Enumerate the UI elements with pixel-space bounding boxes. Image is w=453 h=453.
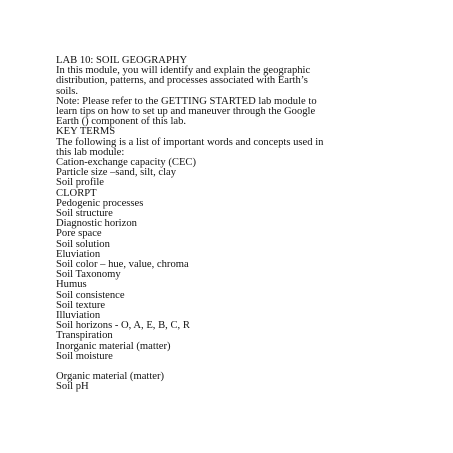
document-title: LAB 10: SOIL GEOGRAPHY xyxy=(56,55,188,66)
term-list-item: Organic material (matter) xyxy=(56,371,165,383)
key-terms-intro-line-2: this lab module: xyxy=(56,146,125,158)
term-list-item: Particle size –sand, silt, clay xyxy=(56,167,177,179)
term-list-item: Soil texture xyxy=(56,299,106,311)
term-list-item: Soil profile xyxy=(56,177,104,189)
note-line-2: learn tips on how to set up and maneuver through the Google xyxy=(56,106,316,118)
term-list-item: Eluviation xyxy=(56,248,101,260)
intro-line-2: distribution, patterns, and processes associated with Earth’s xyxy=(56,75,308,87)
term-list-item: Soil color – hue, value, chroma xyxy=(56,259,189,271)
document-page xyxy=(56,56,416,393)
term-list-item: Soil consistence xyxy=(56,289,125,301)
term-list-item: Soil horizons - O, A, E, B, C, R xyxy=(56,320,190,332)
term-list-item: Pedogenic processes xyxy=(56,197,144,209)
key-terms-intro-line-1: The following is a list of important words and concepts used in xyxy=(56,136,324,148)
term-list-item: Soil pH xyxy=(56,381,89,393)
term-list-item: Soil moisture xyxy=(56,350,113,362)
note-line-1: Note: Please refer to the GETTING STARTED lab module to xyxy=(56,95,317,107)
term-list-item: Transpiration xyxy=(56,330,113,342)
term-list-item: Soil Taxonomy xyxy=(56,269,121,281)
term-list-item: Soil solution xyxy=(56,238,110,250)
term-list-item: Soil structure xyxy=(56,208,113,220)
note-line-3: Earth () component of this lab. xyxy=(56,116,187,128)
intro-line-3: soils. xyxy=(56,85,79,97)
term-list-item: Inorganic material (matter) xyxy=(56,340,171,352)
term-list-item: Cation-exchange capacity (CEC) xyxy=(56,157,197,169)
term-list-item: Humus xyxy=(56,279,87,291)
term-list-item: Pore space xyxy=(56,228,102,240)
term-list-item: Diagnostic horizon xyxy=(56,218,137,230)
key-terms-heading: KEY TERMS xyxy=(56,126,116,138)
term-list-item: CLORPT xyxy=(56,187,97,199)
term-list-item: Illuviation xyxy=(56,310,101,322)
intro-line-1: In this module, you will identify and explain the geographic xyxy=(56,65,311,77)
